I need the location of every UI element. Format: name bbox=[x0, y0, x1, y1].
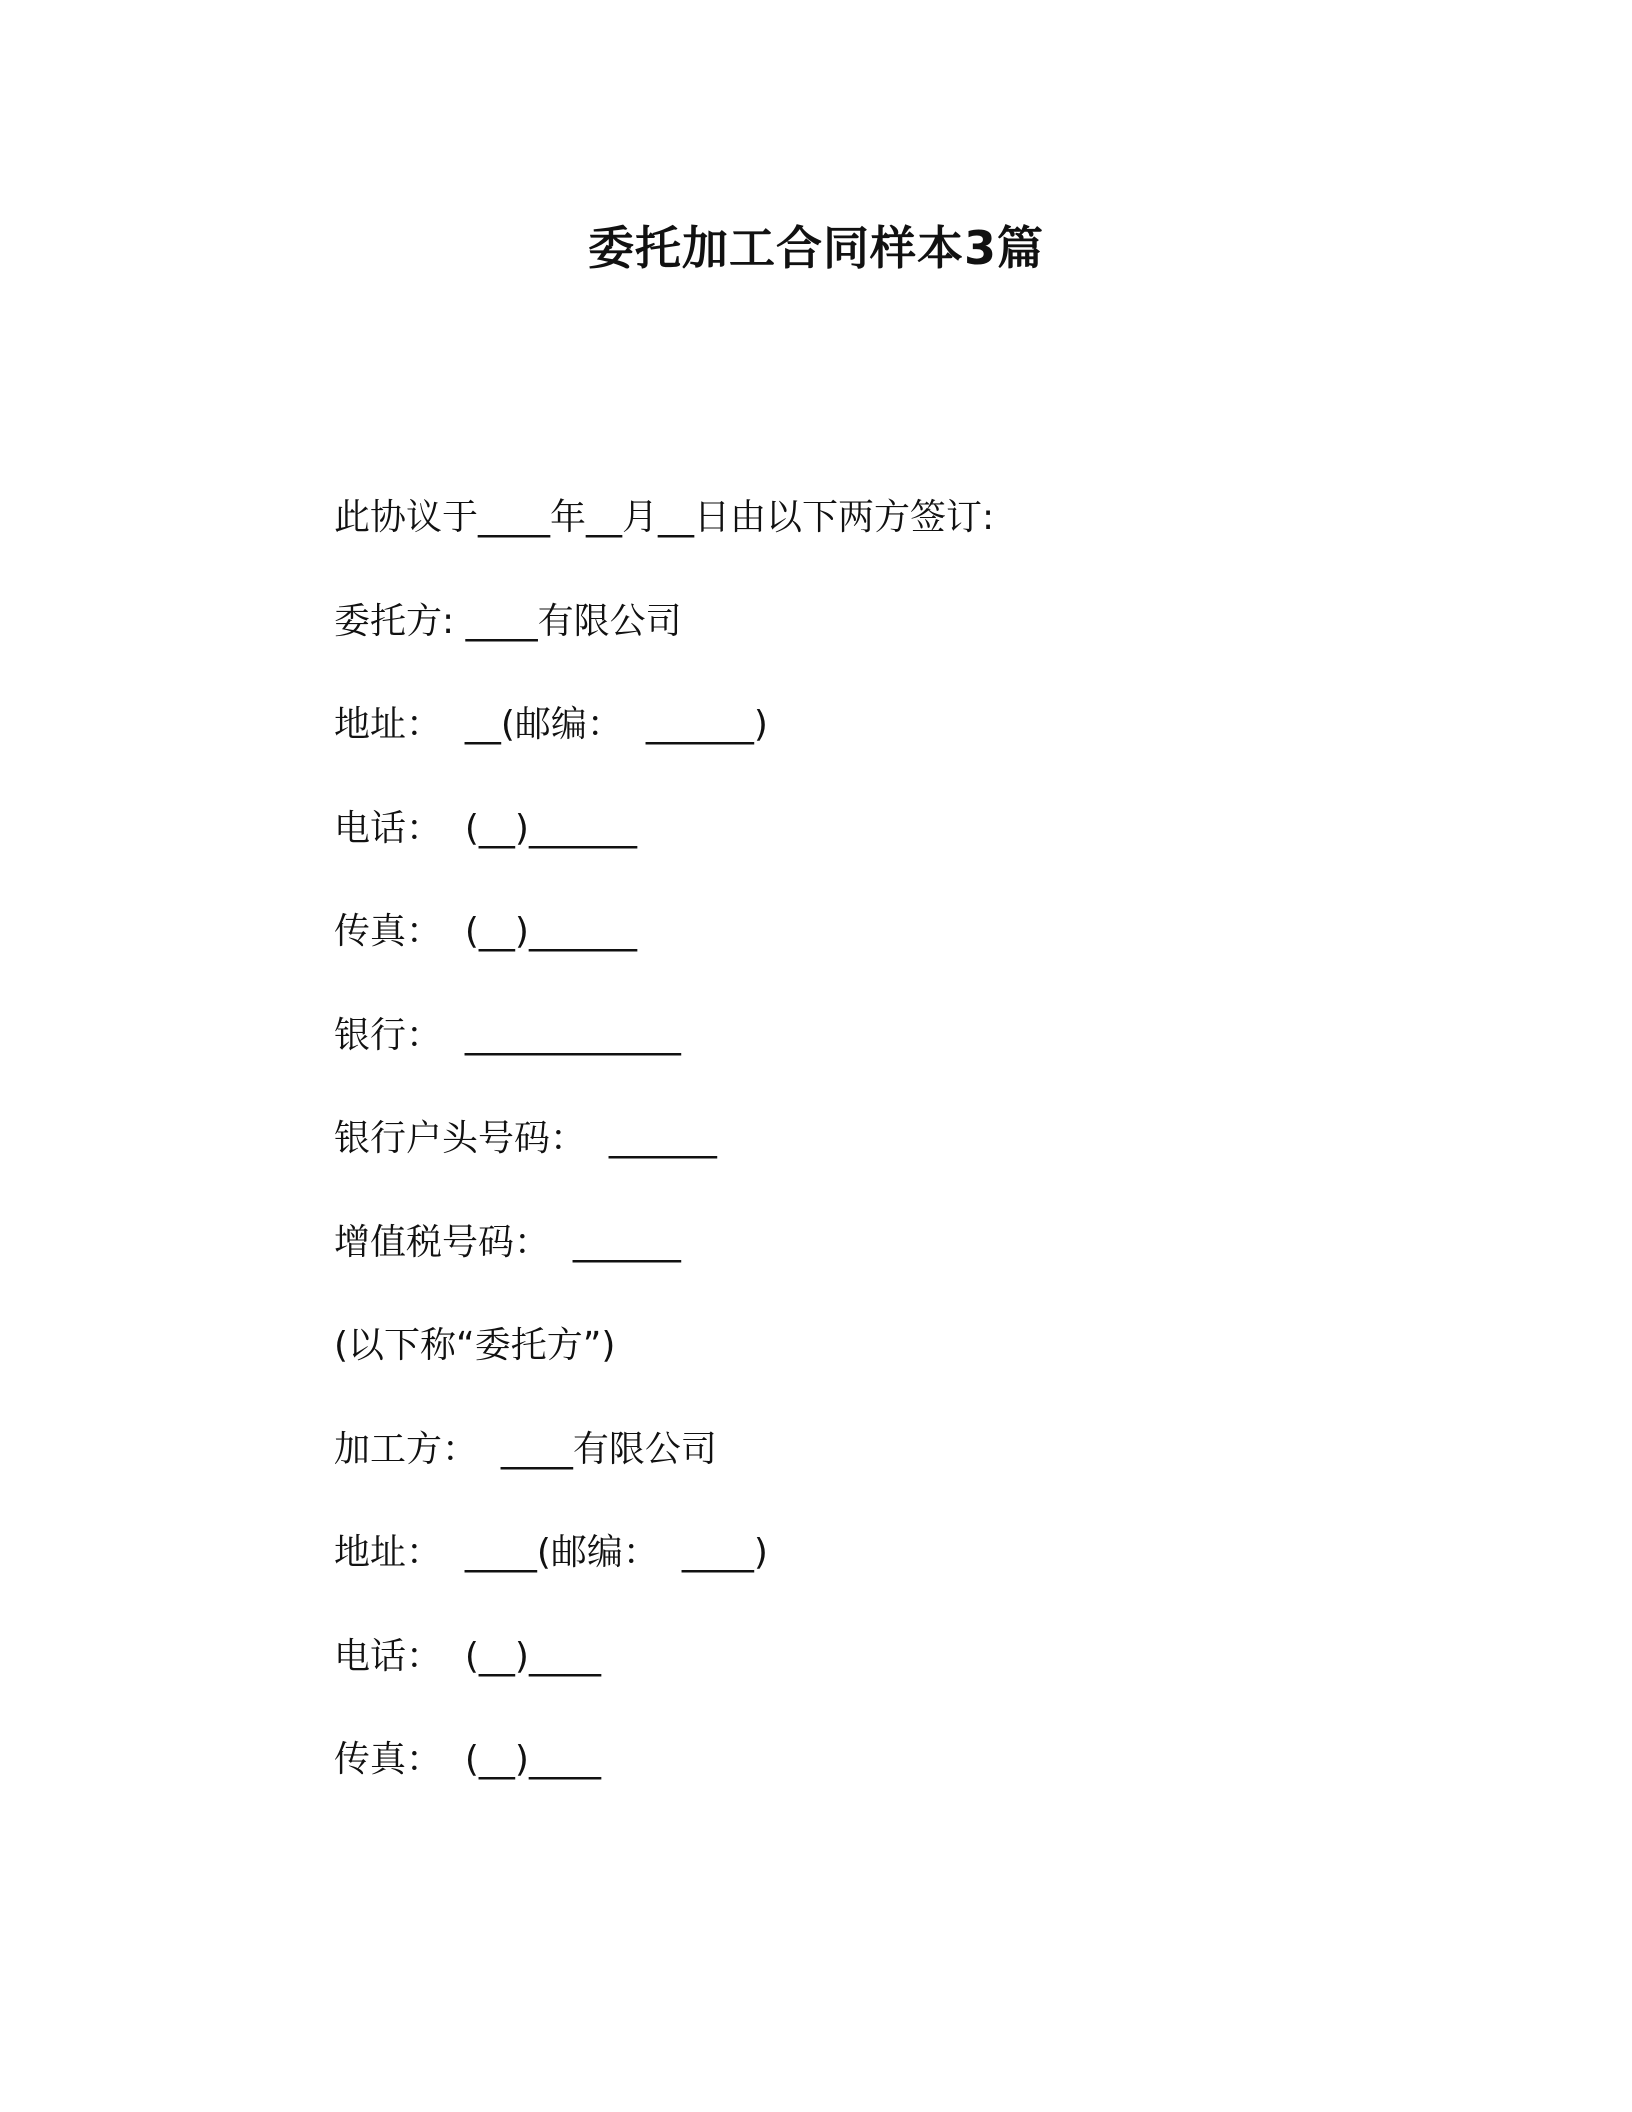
client-designation-line: (以下称“委托方”) bbox=[334, 1325, 616, 1366]
contract-body bbox=[334, 490, 1434, 1836]
client-phone-line: 电话： (__)______ bbox=[334, 807, 637, 849]
processor-phone-line: 电话： (__)____ bbox=[334, 1635, 601, 1677]
client-bank-line: 银行： ____________ bbox=[334, 1014, 681, 1056]
processor-address-line: 地址： ____(邮编： ____) bbox=[334, 1532, 768, 1573]
client-bank-account-line: 银行户头号码： ______ bbox=[334, 1118, 717, 1159]
processor-fax-line: 传真： (__)____ bbox=[334, 1739, 601, 1780]
client-company-line: 委托方: ____有限公司 bbox=[334, 600, 682, 642]
processor-company-line: 加工方： ____有限公司 bbox=[334, 1428, 717, 1470]
client-vat-number-line: 增值税号码： ______ bbox=[334, 1221, 681, 1263]
document-title: 委托加工合同样本3篇 bbox=[587, 221, 1044, 275]
agreement-date-line: 此协议于____年__月__日由以下两方签订: bbox=[334, 497, 995, 538]
client-fax-line: 传真： (__)______ bbox=[334, 911, 637, 952]
client-address-line: 地址： __(邮编： ______) bbox=[334, 704, 768, 745]
